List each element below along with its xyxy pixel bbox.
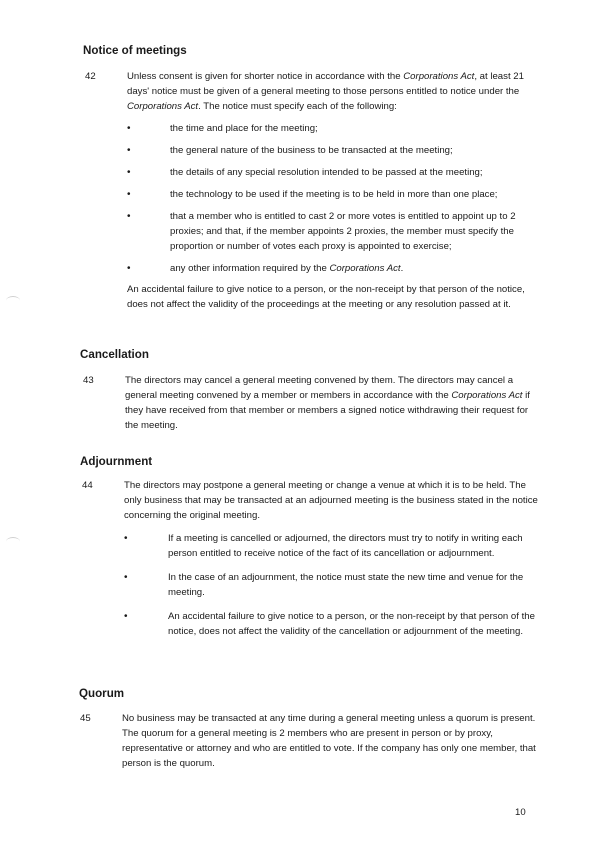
page-number: 10 (515, 807, 526, 818)
bullet-icon: • (124, 533, 128, 544)
list-item: • the technology to be used if the meeting is to be held in more than one place; (127, 189, 498, 200)
list-item: • that a member who is entitled to cast 2 or more votes is entitled to appoint up to 2 proxies; and that, if the member appoints 2 proxies, the member must specify the proportion or number of votes each proxy is appointed to exercise; (127, 211, 516, 252)
clause-42-bullet-list (127, 121, 547, 276)
section-heading-cancellation: Cancellation (80, 348, 149, 361)
clause-44-text: The directors may postpone a general meeting or change a venue at which it is to be held. The only business that may be transacted at an adjourned meeting is the business stated in the notice concerning the original meeting. (124, 480, 538, 521)
bullet-icon: • (124, 572, 128, 583)
list-item: • If a meeting is cancelled or adjourned, the directors must try to notify in writing each person entitled to receive notice of the fact of its cancellation or adjournment. (124, 533, 523, 559)
section-heading-notice: Notice of meetings (83, 44, 187, 57)
clause-42-intro: Unless consent is given for shorter notice in accordance with the Corporations Act, at least 21 days' notice must be given of a general meeting to those persons entitled to notice under the Corporations Act. The notice must specify each of the following: (127, 71, 524, 112)
clause-number-43: 43 (83, 375, 94, 386)
clause-number-42: 42 (85, 71, 96, 82)
list-item: • any other information required by the Corporations Act. (127, 263, 404, 274)
list-item: • the time and place for the meeting; (127, 123, 318, 134)
list-item: • the general nature of the business to be transacted at the meeting; (127, 145, 453, 156)
bullet-icon: • (127, 211, 131, 222)
scan-artifact-mark (6, 537, 20, 546)
clause-44-bullet-list (124, 531, 544, 639)
bullet-icon: • (127, 263, 131, 274)
clause-45-text: No business may be transacted at any time during a general meeting unless a quorum is present. The quorum for a general meeting is 2 members who are present in person or by proxy, representative or attorney and who are entitled to vote. If the company has only one member, that person is the quorum. (122, 713, 536, 769)
clause-43-text: The directors may cancel a general meeting convened by them. The directors may cancel a general meeting convened by a member or members in accordance with the Corporations Act if they have received from that member or members a signed notice withdrawing their request for the meeting. (125, 375, 530, 431)
bullet-icon: • (127, 145, 131, 156)
list-item: • the details of any special resolution intended to be passed at the meeting; (127, 167, 483, 178)
clause-42-closing: An accidental failure to give notice to a person, or the non-receipt by that person of the notice, does not affect the validity of the proceedings at the meeting or any resolution passed at it. (127, 284, 525, 310)
section-heading-quorum: Quorum (79, 687, 125, 700)
bullet-icon: • (127, 189, 131, 200)
section-heading-adjournment: Adjournment (80, 455, 153, 468)
clause-number-45: 45 (80, 713, 91, 724)
bullet-icon: • (127, 167, 131, 178)
clause-number-44: 44 (82, 480, 93, 491)
bullet-icon: • (127, 123, 131, 134)
scan-artifact-mark (6, 296, 20, 305)
list-item: • An accidental failure to give notice to a person, or the non-receipt by that person of the notice, does not affect the validity of the cancellation or adjournment of the meeting. (124, 611, 535, 637)
bullet-icon: • (124, 611, 128, 622)
list-item: • In the case of an adjournment, the notice must state the new time and venue for the meeting. (124, 572, 524, 598)
